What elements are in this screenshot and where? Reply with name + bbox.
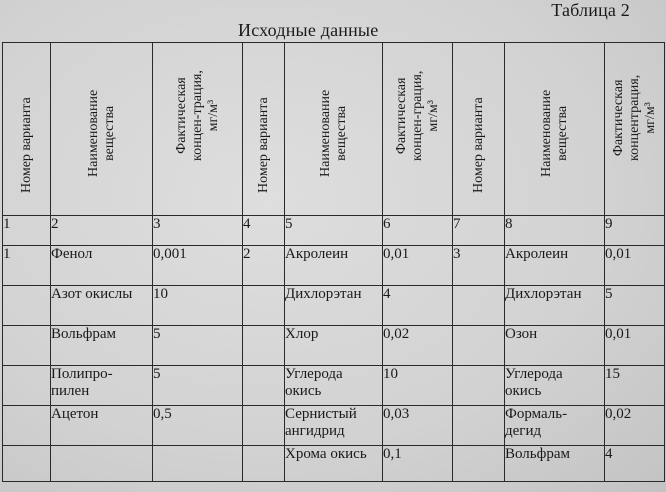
- substance-name: Дихлорэтан: [285, 286, 383, 326]
- header-substance-3: [505, 43, 605, 216]
- header-conc-line1: Фактическая: [393, 77, 409, 155]
- substance-name-line2: дегид: [505, 423, 542, 439]
- column-number: 3: [153, 216, 243, 246]
- variant-number: [3, 406, 51, 446]
- substance-name: Вольфрам: [505, 446, 605, 482]
- header-substance-line2: вещества: [333, 105, 349, 161]
- header-variant-1: [3, 43, 51, 216]
- substance-name-line1: Углерода: [505, 366, 563, 382]
- substance-name-line1: Формаль-: [505, 406, 568, 422]
- substance-name: Вольфрам: [51, 326, 153, 366]
- substance-name: Хлор: [285, 326, 383, 366]
- concentration-value: 0,1: [383, 446, 453, 482]
- column-number: 4: [243, 216, 285, 246]
- substance-name: Акролеин: [285, 246, 383, 286]
- header-substance-line1: Наименование: [85, 89, 101, 177]
- variant-number: 3: [453, 246, 505, 286]
- column-number: 1: [3, 216, 51, 246]
- table-row: [3, 406, 665, 446]
- header-conc-line1: Фактическая: [173, 77, 189, 154]
- substance-name: [505, 406, 605, 446]
- substance-name: Ацетон: [51, 406, 153, 446]
- table-row: [3, 286, 665, 326]
- concentration-value: 10: [153, 286, 243, 326]
- concentration-value: 0,01: [605, 246, 665, 286]
- header-substance-line1: Наименование: [317, 89, 333, 177]
- column-number: 2: [51, 216, 153, 246]
- variant-number: [243, 286, 285, 326]
- substance-name-line1: Углерода: [285, 366, 343, 382]
- variant-number: 2: [243, 246, 285, 286]
- substance-name: Акролеин: [505, 246, 605, 286]
- concentration-value: 0,03: [383, 406, 453, 446]
- concentration-value: 0,5: [153, 406, 243, 446]
- column-number: 5: [285, 216, 383, 246]
- concentration-value: 0,01: [383, 246, 453, 286]
- header-concentration-2: [383, 43, 453, 216]
- variant-number: [243, 406, 285, 446]
- substance-name-line1: Полипро-: [51, 366, 113, 382]
- column-number: 7: [453, 216, 505, 246]
- substance-name-line2: окись: [505, 383, 542, 399]
- concentration-value: 15: [605, 366, 665, 406]
- header-conc-unit: мг/м³: [205, 99, 221, 132]
- header-concentration-3: [605, 43, 665, 216]
- variant-number: [3, 326, 51, 366]
- source-data-table: [2, 42, 665, 482]
- substance-name: [51, 366, 153, 406]
- column-number-row: [3, 216, 665, 246]
- variant-number: [453, 286, 505, 326]
- substance-name: [51, 446, 153, 482]
- concentration-value: 5: [153, 366, 243, 406]
- substance-name-line1: Сернистый: [285, 406, 357, 422]
- substance-name: [285, 366, 383, 406]
- header-conc-line1: Фактическая: [610, 79, 626, 157]
- variant-number: [243, 446, 285, 482]
- concentration-value: 0,02: [605, 406, 665, 446]
- concentration-value: 4: [605, 446, 665, 482]
- header-variant-label: Номер варианта: [470, 97, 486, 193]
- variant-number: 1: [3, 246, 51, 286]
- variant-number: [3, 366, 51, 406]
- column-number: 8: [505, 216, 605, 246]
- substance-name-line2: ангидрид: [285, 423, 345, 439]
- concentration-value: 0,001: [153, 246, 243, 286]
- header-conc-line2: концен-трация,: [189, 70, 205, 161]
- header-substance-line2: вещества: [101, 105, 117, 161]
- header-conc-line2: концен-грация,: [409, 70, 425, 161]
- substance-name: Фенол: [51, 246, 153, 286]
- table-row: [3, 366, 665, 406]
- concentration-value: [153, 446, 243, 482]
- concentration-value: 0,02: [383, 326, 453, 366]
- column-number: 6: [383, 216, 453, 246]
- header-variant-label: Номер варианта: [255, 97, 271, 193]
- header-concentration-1: [153, 43, 243, 216]
- variant-number: [453, 326, 505, 366]
- table-title: Исходные данные: [238, 20, 379, 40]
- substance-name: [285, 406, 383, 446]
- variant-number: [243, 326, 285, 366]
- substance-name: Дихлорэтан: [505, 286, 605, 326]
- concentration-value: 5: [153, 326, 243, 366]
- header-conc-line2: концентрация,: [626, 74, 642, 161]
- substance-name: Озон: [505, 326, 605, 366]
- variant-number: [3, 286, 51, 326]
- variant-number: [453, 406, 505, 446]
- substance-name-line2: пилен: [51, 383, 90, 399]
- table-label: Таблица 2: [551, 0, 630, 20]
- header-row: [3, 43, 665, 216]
- concentration-value: 10: [383, 366, 453, 406]
- header-conc-unit: мг/м³: [642, 102, 658, 134]
- header-variant-label: Номер варианта: [18, 97, 34, 193]
- header-substance-2: [285, 43, 383, 216]
- header-substance-1: [51, 43, 153, 216]
- variant-number: [3, 446, 51, 482]
- concentration-value: 0,01: [605, 326, 665, 366]
- concentration-value: 4: [383, 286, 453, 326]
- header-substance-line1: Наименование: [538, 89, 554, 177]
- variant-number: [243, 366, 285, 406]
- variant-number: [453, 446, 505, 482]
- substance-name-line2: окись: [285, 383, 322, 399]
- substance-name: Хрома окись: [285, 446, 383, 482]
- header-variant-2: [243, 43, 285, 216]
- substance-name: Азот окислы: [51, 286, 153, 326]
- table-row: [3, 326, 665, 366]
- table-row: [3, 246, 665, 286]
- variant-number: [453, 366, 505, 406]
- header-conc-unit: мг/м³: [425, 100, 441, 132]
- column-number: 9: [605, 216, 665, 246]
- substance-name: [505, 366, 605, 406]
- header-variant-3: [453, 43, 505, 216]
- header-substance-line2: вещества: [554, 105, 570, 161]
- concentration-value: 5: [605, 286, 665, 326]
- table-row: [3, 446, 665, 482]
